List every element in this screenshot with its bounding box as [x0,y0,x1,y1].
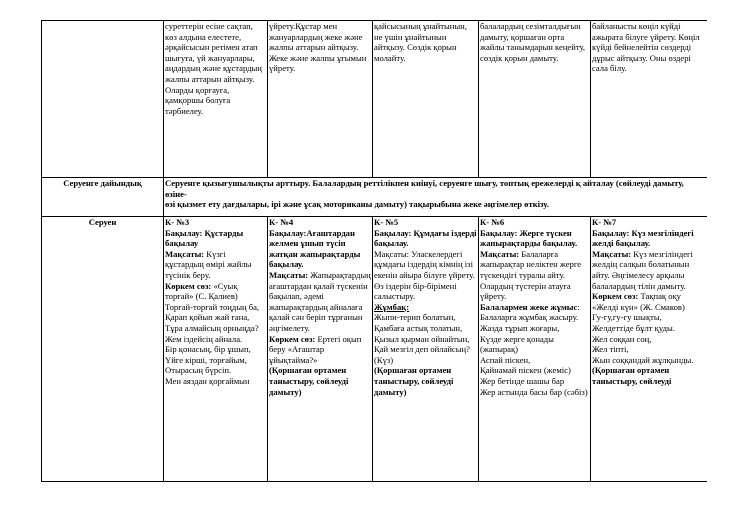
walk-label: Серуен [42,217,164,482]
poem-line: Қарап қойып жай ғана, [165,312,250,323]
poem-line: Торғай-торғай тоңдың ба, [165,301,260,312]
card-observation: Бақылау: Жерге түскен жапырақтарды бақылау. [480,227,578,249]
riddle-line: Аспай піскен, [480,354,531,365]
walk-card-6 [479,217,591,482]
walk-prep-line-2: өзі қызмет ету дағдылары, ірі және ұсақ моториканы дамыту) тақырыбына жеке әңгімелер өткізу. [165,199,549,210]
cell-card-7-cont: байланысты көңіл күйді ажырата білуге үйрету. Көңіл күйді бейнелейтін сөздерді дұрыс айтқызу. Оны өздері сала білу. [591,21,708,178]
lesson-plan-page [41,20,707,508]
walk-prep-label: Серуенге дайындық [42,178,164,217]
poem-line: Желдеттіде бұлт қуды. [592,322,675,333]
card-aim: Мақсаты: Күз мезгіліндегі желдің салқын болатынын айту. Әңгімелесу арқылы балалардың тілін дамыту. [592,248,693,291]
cell-card-3-cont: суреттерін есіне сақтап, көз алдына елестете, әрқайсысын ретімен атап шығуға, үй жануарлары, аңдардың және құстардың жалпы аттарын айтқызу. Оларды қорғауға, қамқоршы болуға тәрбиелеу. [164,21,268,178]
riddle-line: Жазда тұрып жоғары, [480,322,560,333]
card-number: К- №7 [592,217,617,227]
poem-line: Гу-гу,гу-гу шықты, [592,312,662,323]
poem-line: Жел тіпті, [592,344,629,355]
card-observation: Бақылау: Құстарды бақылау [165,227,244,249]
table-row-continuation [42,21,708,178]
card-aim: Мақсаты: Жапырақтардың ағаштардан қалай түскенін бақылап, әдемі жапырақтардың айналаға қалай сән беріп тұрғанын әңгімелету. [269,269,371,333]
empty-label-cell [42,21,164,178]
cell-card-4-cont: үйрету.Құстар мен жануарлардың жеке және жалпы аттарын айтқызу. Жеке және жалпы ұғымын үйрету. [268,21,373,178]
riddle-line: Қайнамай піскен (жеміс) [480,365,571,376]
lesson-plan-table [41,20,707,482]
poem-line: Бір қонасың, бір ұшып, Үйге кірші, торғайым, [165,344,251,365]
poem-line: Мен аяздан қорғаймын [165,375,250,386]
walk-card-3 [164,217,268,482]
poem-line: Жел соққан соң, [592,333,652,344]
riddle-line: Қамбаға астық толатын, [374,322,463,333]
poem-line: Тұра алмайсың орныңда? Жем іздейсің айнала. [165,322,259,344]
card-art-word: Көркем сөз: Тақпақ оқу «Желді күн» (Ж. Смаков) [592,291,685,312]
card-art-word: Көркем сөз: Ертегі оқып беру «Ағаштар ұйықтайма?» [269,333,362,365]
riddle-line: Күзде жерге қонады (жапырақ) [480,333,554,355]
riddle-line: Жер астында басы бар (сәбіз) [480,386,588,397]
card-number: К- №4 [269,217,294,227]
card-tail: (Қоршаған ортамен таныстыру, сөйлеуді [592,365,672,386]
walk-prep-line-1: Серуенге қызығушылықты арттыру. Балалардың реттілікпен киінуі, серуенге шығу, топтық ережелерді қ айталау (сөйлеуді дамыту, өзіне- [165,178,684,199]
cell-card-5-cont: қайсысының ұнайтынын, не үшін ұнайтынын айтқызу. Сөздік қорын молайту. [373,21,479,178]
poem-line: Жын соққандай жұлқынды. [592,354,694,365]
card-number: К- №6 [480,217,505,227]
card-tail: (Қоршаған ортамен таныстыру, сөйлеуді дамыту) [269,365,349,397]
walk-prep-content [164,178,708,217]
table-row-walk [42,217,708,482]
card-aim: Мақсаты: Күзгі құстардың өмірі жайлы түсінік беру. [165,248,252,280]
card-riddle-label: Жұмбақ: [374,301,410,312]
riddle-line: Жыпи-терип болатын, [374,312,456,323]
card-art-word: Көркем сөз: «Суық торғай» (С. Қалиев) [165,280,238,302]
card-number: К- №3 [165,217,190,227]
card-observation: Бақылау:Ағаштардан желмен ұшып түсіп жатқан жапырақтарды бақылау. [269,227,361,270]
walk-card-4 [268,217,373,482]
table-row-walk-prep [42,178,708,217]
card-individual-work: Балалармен жеке жұмыс: Балаларға жұмбақ жасыру. [480,301,580,323]
cell-card-6-cont: балалардың сезімталдығын дамыту, қоршаған орта жайлы танымдарын кеңейту, сөздік қорын дамыту. [479,21,591,178]
poem-line: Отырасың бүрсіп. [165,365,232,376]
card-aim: Мақсаты: Уласкелердегі құмдағы іздердің кімнің ізі екенін айыра білуге үйрету. Өз іздерін бір-біріменi салыстыру. [374,248,475,302]
walk-card-5 [373,217,479,482]
card-tail: (Қоршаған ортамен таныстыру, сөйлеуді дамыту) [374,365,454,397]
card-number: К- №5 [374,217,399,227]
card-observation: Бақылау: Құмдағы іздерді бақылау. [374,227,477,249]
walk-card-7 [591,217,708,482]
riddle-line: Қызыл қырман ойнайтын, [374,333,470,344]
card-observation: Бақылау: Күз мезгіліндегі желді бақылау. [592,227,694,249]
riddle-line: Қай мезгіл деп ойлайсың? (Күз) [374,344,470,365]
riddle-line: Жер бетінде шашы бар [480,375,565,386]
card-aim: Мақсаты: Балаларға жапырақтар неліктен жерге түскендігі туралы айту. Олардың түстерін атауға үйрету. [480,248,582,302]
